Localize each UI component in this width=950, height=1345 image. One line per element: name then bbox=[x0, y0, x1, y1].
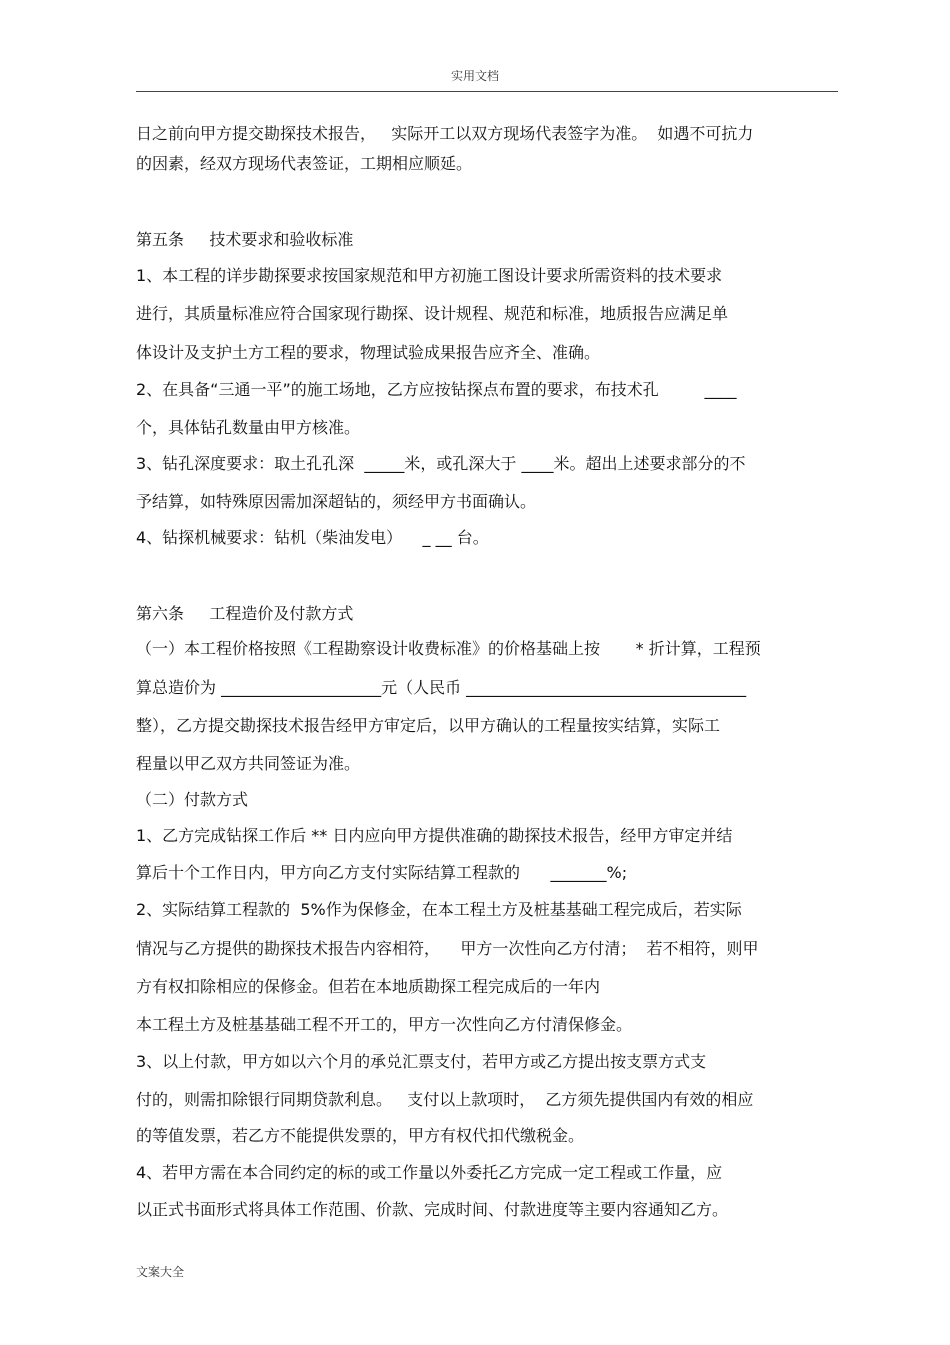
page-footer: 文案大全 bbox=[136, 1265, 185, 1279]
section-heading: 第五条 技术要求和验收标准 bbox=[136, 230, 354, 249]
body-line: 1、本工程的详步勘探要求按国家规范和甲方初施工图设计要求所需资料的技术要求 bbox=[136, 266, 723, 285]
body-line: 算总造价为 ____________________元（人民币 ___________________________________ bbox=[136, 678, 747, 697]
body-line: 情况与乙方提供的勘探技术报告内容相符， 甲方一次性向乙方付清； 若不相符，则甲 bbox=[136, 939, 759, 958]
body-line: 1、乙方完成钻探工作后 ** 日内应向甲方提供准确的勘探技术报告，经甲方审定并结 bbox=[136, 826, 733, 845]
body-line: 进行，其质量标准应符合国家现行勘探、设计规程、规范和标准，地质报告应满足单 bbox=[136, 304, 729, 323]
body-line: 个，具体钻孔数量由甲方核准。 bbox=[136, 418, 361, 437]
body-line: 以正式书面形式将具体工作范围、价款、完成时间、付款进度等主要内容通知乙方。 bbox=[136, 1200, 729, 1219]
body-line: 体设计及支护土方工程的要求，物理试验成果报告应齐全、准确。 bbox=[136, 343, 601, 362]
section-heading: 第六条 工程造价及付款方式 bbox=[136, 604, 354, 623]
body-line: 算后十个工作日内，甲方向乙方支付实际结算工程款的 _______%; bbox=[136, 863, 628, 882]
body-line: 的等值发票，若乙方不能提供发票的，甲方有权代扣代缴税金。 bbox=[136, 1126, 585, 1145]
body-line: 3、以上付款，甲方如以六个月的承兑汇票支付，若甲方或乙方提出按支票方式支 bbox=[136, 1052, 707, 1071]
body-line: 付的，则需扣除银行同期贷款利息。 支付以上款项时， 乙方须先提供国内有效的相应 bbox=[136, 1090, 754, 1109]
body-line: 整），乙方提交勘探技术报告经甲方审定后，以甲方确认的工程量按实结算，实际工 bbox=[136, 716, 721, 735]
body-line: （二）付款方式 bbox=[136, 790, 249, 809]
body-line: 的因素，经双方现场代表签证，工期相应顺延。 bbox=[136, 154, 473, 173]
body-line: 程量以甲乙双方共同签证为准。 bbox=[136, 754, 361, 773]
body-line: 方有权扣除相应的保修金。但若在本地质勘探工程完成后的一年内 bbox=[136, 977, 601, 996]
body-line: 4、钻探机械要求：钻机（柴油发电） _ __ 台。 bbox=[136, 528, 489, 547]
body-line: 日之前向甲方提交勘探技术报告， 实际开工以双方现场代表签字为准。 如遇不可抗力 bbox=[136, 124, 754, 143]
page-header: 实用文档 bbox=[450, 69, 499, 83]
body-line: 2、在具备“三通一平”的施工场地，乙方应按钻探点布置的要求，布技术孔 ____ bbox=[136, 380, 737, 399]
body-line: 3、钻孔深度要求：取土孔孔深 _____米，或孔深大于 ____米。超出上述要求部分的不 bbox=[136, 454, 746, 473]
body-line: 4、若甲方需在本合同约定的标的或工作量以外委托乙方完成一定工程或工作量，应 bbox=[136, 1163, 723, 1182]
body-line: （一）本工程价格按照《工程勘察设计收费标准》的价格基础上按 * 折计算，工程预 bbox=[136, 639, 761, 658]
header-rule bbox=[136, 91, 838, 92]
body-line: 2、实际结算工程款的 5%作为保修金，在本工程土方及桩基基础工程完成后，若实际 bbox=[136, 900, 742, 919]
body-line: 予结算，如特殊原因需加深超钻的，须经甲方书面确认。 bbox=[136, 492, 537, 511]
body-line: 本工程土方及桩基基础工程不开工的，甲方一次性向乙方付清保修金。 bbox=[136, 1015, 633, 1034]
